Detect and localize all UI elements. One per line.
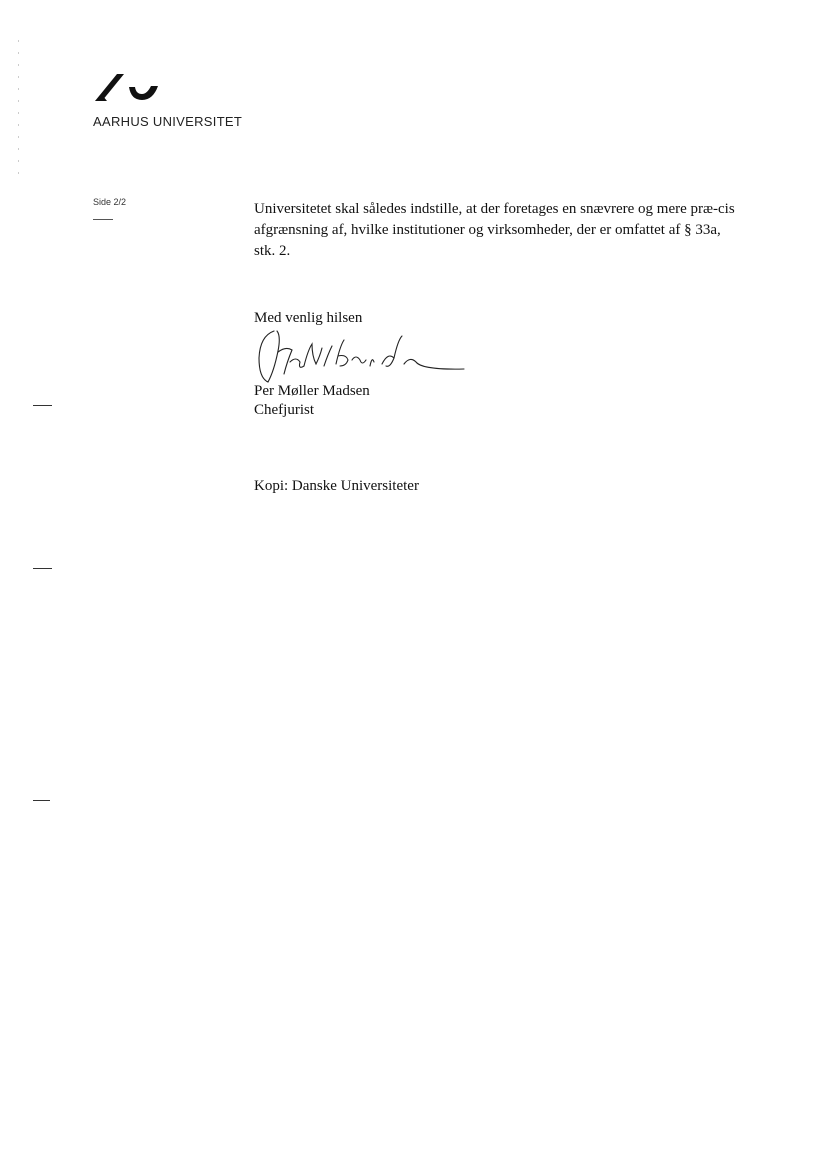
letter-closing: Med venlig hilsen [254,310,363,326]
page-indicator: Side 2/2 [93,197,127,207]
handwritten-signature-icon [254,326,468,386]
signer-name: Per Møller Madsen [254,383,370,399]
fold-mark [33,568,52,569]
signer-title: Chefjurist [254,402,314,418]
fold-mark [33,405,52,406]
university-name: AARHUS UNIVERSITET [93,114,243,129]
letter-paragraph: Universitetet skal således indstille, at der foretages en snævrere og mere præ-cis afgrænsning af, hvilke institutioner og virksomheder, der er omfattet af § 33a, stk. 2. [254,201,735,259]
scan-artifact [18,40,19,180]
fold-mark [33,800,50,801]
au-logo-icon [93,70,163,104]
page-indicator-rule [93,219,113,220]
copy-recipients: Kopi: Danske Universiteter [254,478,419,494]
signer-block [254,382,370,420]
